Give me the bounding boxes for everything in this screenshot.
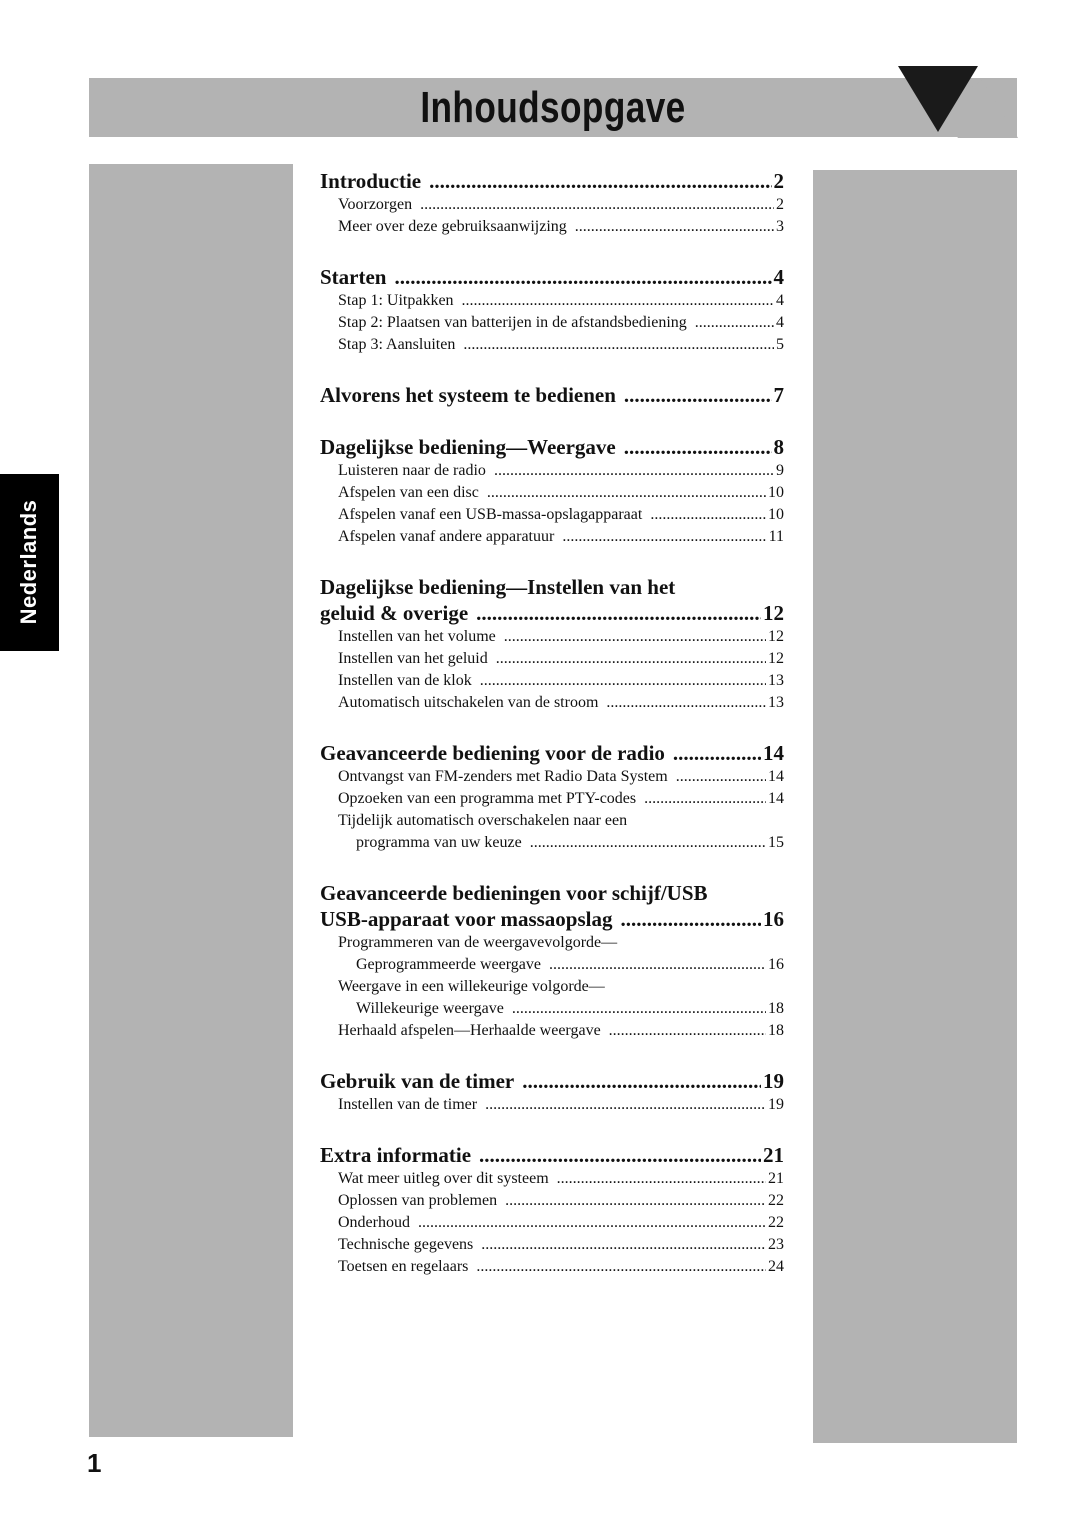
toc-entry[interactable]: Afspelen vanaf andere apparatuur ..... 11 bbox=[320, 526, 784, 548]
toc-entry[interactable]: Instellen van het geluid ..... 12 bbox=[320, 648, 784, 670]
left-margin-column bbox=[89, 164, 293, 1437]
toc-entry[interactable]: Voorzorgen ..... 2 bbox=[320, 194, 784, 216]
toc-entry[interactable]: Opzoeken van een programma met PTY-codes ..... 14 bbox=[320, 788, 784, 810]
toc-entry-line1[interactable]: Weergave in een willekeurige volgorde— bbox=[338, 978, 605, 995]
page-title: Inhoudsopgave bbox=[420, 83, 686, 132]
toc-entry[interactable]: Onderhoud ..... 22 bbox=[320, 1212, 784, 1234]
section-heading[interactable]: Dagelijkse bediening—Weergave ..... 8 bbox=[320, 434, 784, 460]
section-heading-line1[interactable]: Geavanceerde bedieningen voor schijf/USB bbox=[320, 881, 708, 905]
toc-entry[interactable]: Herhaald afspelen—Herhaalde weergave ..... 18 bbox=[320, 1020, 784, 1042]
toc-entry[interactable]: Stap 3: Aansluiten ..... 5 bbox=[320, 334, 784, 356]
section-heading[interactable]: Gebruik van de timer ..... 19 bbox=[320, 1068, 784, 1094]
toc-entry[interactable]: Toetsen en regelaars ..... 24 bbox=[320, 1256, 784, 1278]
toc-entry-line1[interactable]: Programmeren van de weergavevolgorde— bbox=[338, 934, 618, 951]
table-of-contents bbox=[320, 168, 784, 1304]
toc-entry[interactable]: Wat meer uitleg over dit systeem ..... 21 bbox=[320, 1168, 784, 1190]
section-heading[interactable]: Alvorens het systeem te bedienen ..... 7 bbox=[320, 382, 784, 408]
section-heading-line1[interactable]: Dagelijkse bediening—Instellen van het bbox=[320, 575, 676, 599]
toc-entry[interactable]: programma van uw keuze ..... 15 bbox=[320, 832, 784, 854]
toc-section-timer bbox=[320, 1068, 784, 1116]
toc-entry[interactable]: Stap 1: Uitpakken ..... 4 bbox=[320, 290, 784, 312]
toc-entry[interactable]: Stap 2: Plaatsen van batterijen in de afstandsbediening ..... 4 bbox=[320, 312, 784, 334]
toc-entry[interactable]: Willekeurige weergave ..... 18 bbox=[320, 998, 784, 1020]
toc-section-schijf-usb bbox=[320, 880, 784, 1042]
toc-section-introductie bbox=[320, 168, 784, 238]
language-tab-label: Nederlands bbox=[16, 499, 41, 625]
page-number: 1 bbox=[87, 1448, 102, 1478]
section-heading[interactable]: Starten ..... 4 bbox=[320, 264, 784, 290]
toc-entry[interactable]: Meer over deze gebruiksaanwijzing ..... 3 bbox=[320, 216, 784, 238]
toc-section-weergave bbox=[320, 434, 784, 548]
section-heading[interactable]: Extra informatie ..... 21 bbox=[320, 1142, 784, 1168]
toc-section-extra bbox=[320, 1142, 784, 1278]
corner-triangle-icon bbox=[898, 66, 1018, 138]
toc-entry[interactable]: Instellen van het volume ..... 12 bbox=[320, 626, 784, 648]
section-heading[interactable]: USB-apparaat voor massaopslag ..... 16 bbox=[320, 906, 784, 932]
toc-section-instellen bbox=[320, 574, 784, 714]
toc-section-alvorens bbox=[320, 382, 784, 408]
section-heading[interactable]: Introductie ..... 2 bbox=[320, 168, 784, 194]
toc-entry[interactable]: Afspelen vanaf een USB-massa-opslagapparaat ..... 10 bbox=[320, 504, 784, 526]
toc-entry[interactable]: Instellen van de timer ..... 19 bbox=[320, 1094, 784, 1116]
section-heading[interactable]: Geavanceerde bediening voor de radio ..... 14 bbox=[320, 740, 784, 766]
toc-entry[interactable]: Ontvangst van FM-zenders met Radio Data System ..... 14 bbox=[320, 766, 784, 788]
toc-entry[interactable]: Automatisch uitschakelen van de stroom ..... 13 bbox=[320, 692, 784, 714]
toc-section-starten bbox=[320, 264, 784, 356]
toc-entry-line1[interactable]: Tijdelijk automatisch overschakelen naar een bbox=[338, 812, 628, 829]
toc-section-radio bbox=[320, 740, 784, 854]
toc-entry[interactable]: Oplossen van problemen ..... 22 bbox=[320, 1190, 784, 1212]
right-margin-column bbox=[813, 170, 1017, 1443]
toc-entry[interactable]: Geprogrammeerde weergave ..... 16 bbox=[320, 954, 784, 976]
toc-entry[interactable]: Instellen van de klok ..... 13 bbox=[320, 670, 784, 692]
toc-entry[interactable]: Afspelen van een disc ..... 10 bbox=[320, 482, 784, 504]
section-heading[interactable]: geluid & overige ..... 12 bbox=[320, 600, 784, 626]
toc-entry[interactable]: Luisteren naar de radio ..... 9 bbox=[320, 460, 784, 482]
toc-entry[interactable]: Technische gegevens ..... 23 bbox=[320, 1234, 784, 1256]
